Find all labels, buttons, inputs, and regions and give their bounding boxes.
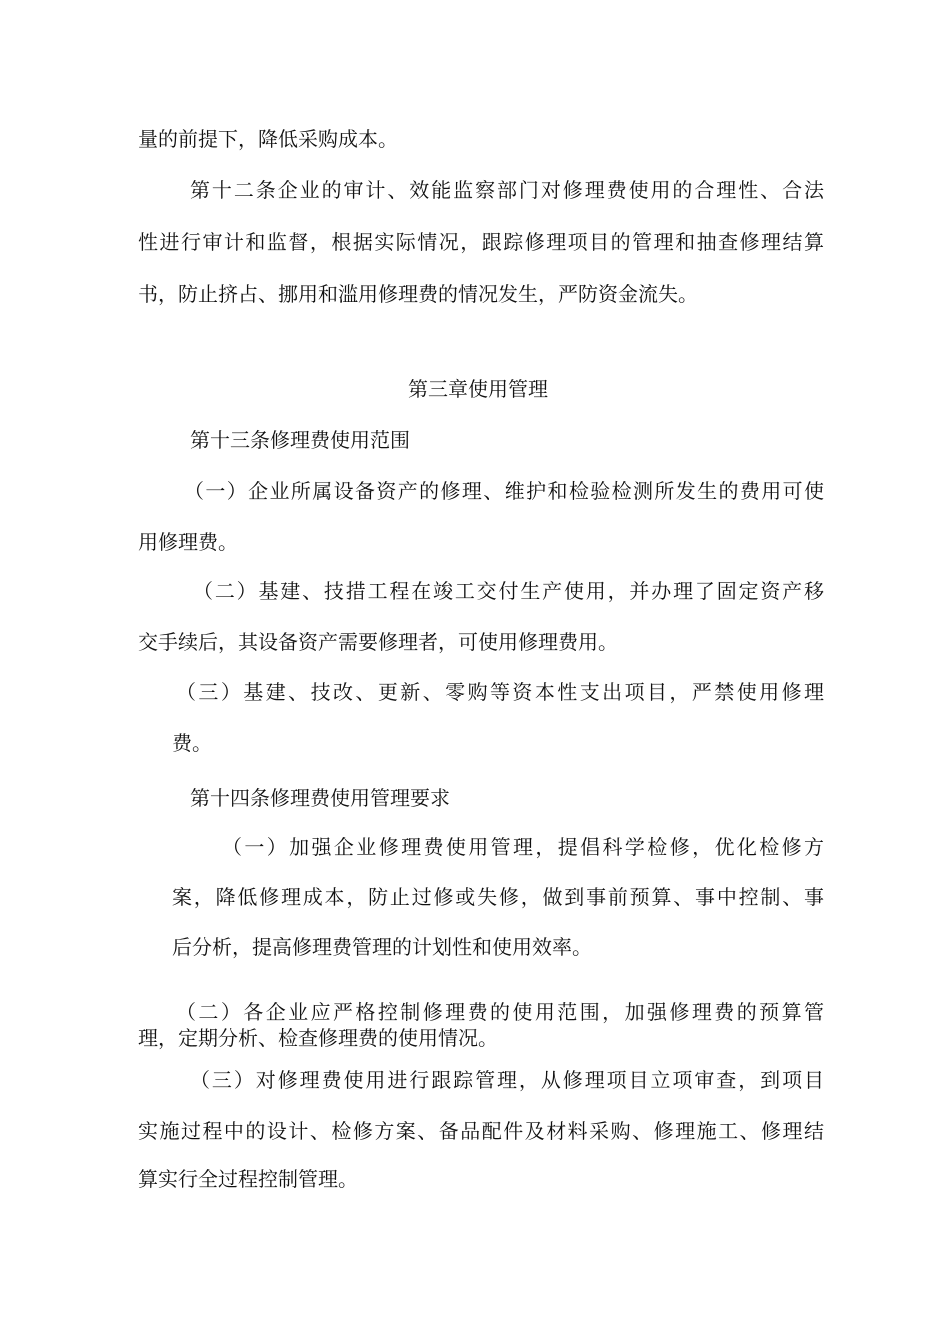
article-14-item-2-line-1: （二）各企业应严格控制修理费的使用范围，加强修理费的预算管 — [176, 1000, 824, 1024]
article-12-line-1: 第十二条企业的审计、效能监察部门对修理费使用的合理性、合法 — [190, 178, 824, 202]
paragraph-line: 量的前提下，降低采购成本。 — [138, 127, 398, 151]
article-12-line-3: 书，防止挤占、挪用和滥用修理费的情况发生，严防资金流失。 — [138, 282, 698, 306]
chapter-title: 第三章使用管理 — [408, 377, 548, 401]
article-14-item-1-line-3: 后分析，提高修理费管理的计划性和使用效率。 — [172, 935, 592, 959]
article-14-item-3-line-2: 实施过程中的设计、检修方案、备品配件及材料采购、修理施工、修理结 — [138, 1119, 824, 1143]
article-13-item-3-line-1: （三）基建、技改、更新、零购等资本性支出项目，严禁使用修理 — [176, 680, 824, 704]
article-13-item-1-line-2: 用修理费。 — [138, 530, 238, 554]
article-12-line-2: 性进行审计和监督，根据实际情况，跟踪修理项目的管理和抽查修理结算 — [138, 230, 824, 254]
article-13-title: 第十三条修理费使用范围 — [190, 428, 410, 452]
article-14-item-2-line-2: 理，定期分析、检查修理费的使用情况。 — [138, 1026, 498, 1050]
article-14-item-3-line-1: （三）对修理费使用进行跟踪管理，从修理项目立项审查，到项目 — [190, 1068, 824, 1092]
article-14-title: 第十四条修理费使用管理要求 — [190, 786, 450, 810]
article-13-item-1-line-1: （一）企业所属设备资产的修理、维护和检验检测所发生的费用可使 — [184, 479, 824, 503]
article-14-item-1-line-2: 案，降低修理成本，防止过修或失修，做到事前预算、事中控制、事 — [172, 885, 824, 909]
article-13-item-2-line-1: （二）基建、技措工程在竣工交付生产使用，并办理了固定资产移 — [193, 579, 824, 603]
article-13-item-3-line-2: 费。 — [172, 731, 212, 755]
article-14-item-3-line-3: 算实行全过程控制管理。 — [138, 1167, 358, 1191]
article-13-item-2-line-2: 交手续后，其设备资产需要修理者，可使用修理费用。 — [138, 630, 618, 654]
article-14-item-1-line-1: （一）加强企业修理费使用管理，提倡科学检修，优化检修方 — [222, 835, 824, 859]
